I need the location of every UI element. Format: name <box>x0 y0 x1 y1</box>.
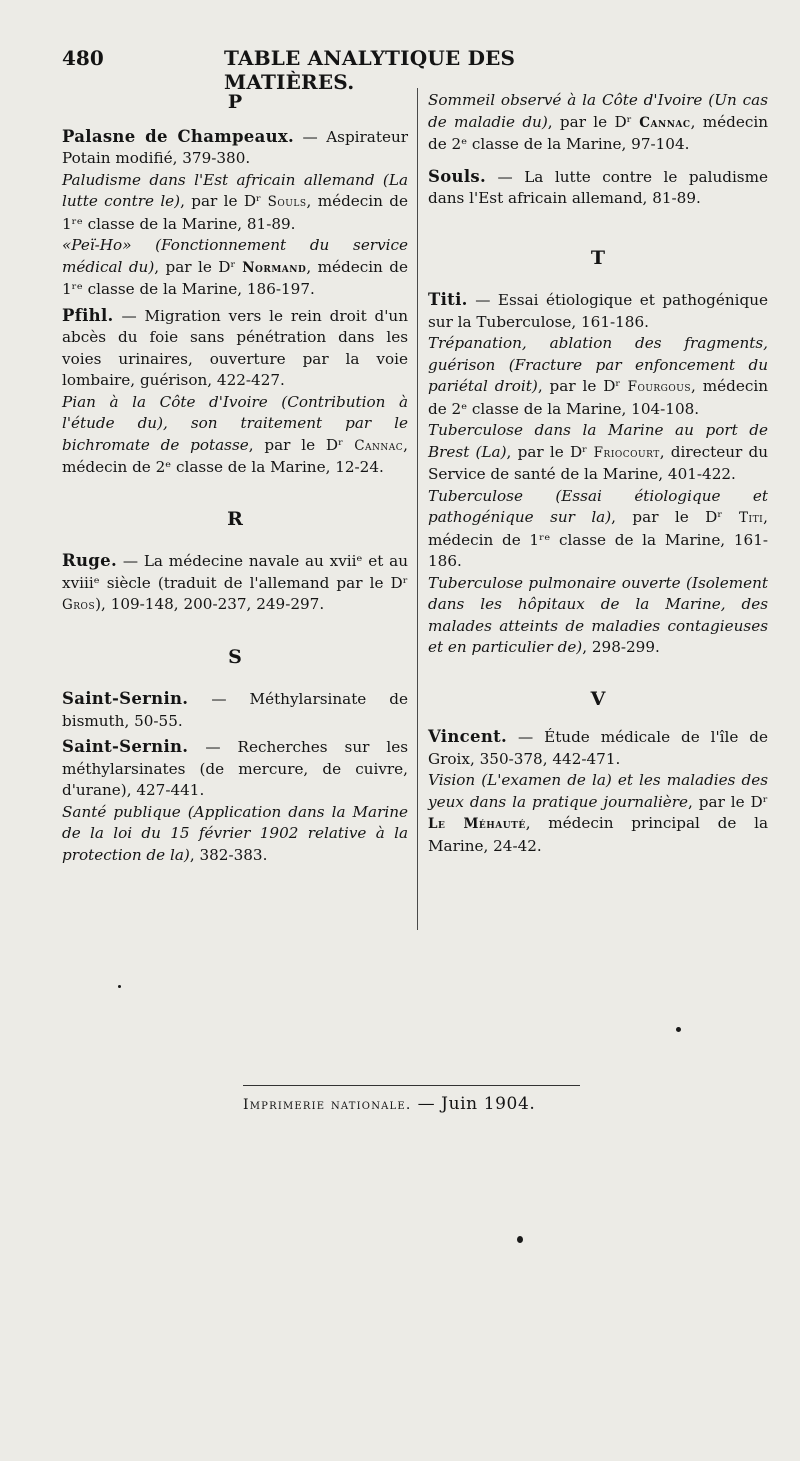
entry-text: , par le Dʳ <box>611 508 740 526</box>
entry-heading: Titi. <box>428 290 468 309</box>
column-divider <box>417 88 418 930</box>
ink-speck <box>676 1027 681 1032</box>
entry-text: , par le Dʳ <box>180 192 268 210</box>
entry-subject: Trépanation, ablation des fragments, guérison (Fracture par enfoncement du pariétal droit) <box>428 334 768 395</box>
entry-subject: «Peï-Ho» (Fonctionnement du service médical du) <box>62 236 408 276</box>
entry-subject: Pian à la Côte d'Ivoire (Contribution à l'étude du), son traitement par le bichromate de potasse <box>62 392 408 454</box>
index-entry <box>62 305 408 392</box>
entry-text: — Essai étiologique et pathogénique sur la Tuberculose, 161-186. <box>428 291 768 331</box>
entry-heading: Pfihl. <box>62 305 114 325</box>
entry-subject: Tuberculose dans la Marine au port de Brest (La) <box>428 421 768 461</box>
entry-subject: Santé publique (Application dans la Marine de la loi du 15 février 1902 relative à la protection de la) <box>62 802 408 864</box>
entry-author: Normand <box>242 259 307 276</box>
entry-text: ), 109-148, 200-237, 249-297. <box>95 595 325 613</box>
printer-name: Imprimerie nationale. <box>243 1097 412 1113</box>
entry-text: , par le Dʳ <box>506 442 594 461</box>
entry-subject: Sommeil observé à la Côte d'Ivoire (Un cas de maladie du) <box>428 91 768 131</box>
entry-text: , médecin de 2ᵉ classe de la Marine, 12-24. <box>62 435 408 476</box>
entry-text: — La médecine navale au xviiᵉ et au xviiiᵉ siècle (traduit de l'allemand par le Dʳ <box>62 552 408 592</box>
entry-heading: Palasne de Champeaux. <box>62 126 295 146</box>
entry-text: — Méthylarsinate de bismuth, 50-55. <box>62 690 408 730</box>
entry-heading: Saint-Sernin. <box>62 689 189 708</box>
index-entry <box>428 573 768 659</box>
entry-text: , par le Dʳ <box>688 792 768 811</box>
section-letter-v: V <box>590 687 606 710</box>
entry-text: , directeur du Service de santé de la Marine, 401-422. <box>428 442 769 483</box>
entry-text: — Migration vers le rein droit d'un abcès du foie sans pénétration dans les voies urinaires, ouverture par la voie lombaire, guérison, 422-427. <box>62 306 408 389</box>
entry-text: , 298-299. <box>582 638 660 656</box>
entry-text: , médecin de 1ʳᵉ classe de la Marine, 161-186. <box>428 508 768 570</box>
printer-imprint <box>243 1094 583 1114</box>
entry-author: Gros <box>62 597 96 613</box>
entry-subject: Tuberculose (Essai étiologique et pathogénique sur la) <box>428 486 768 526</box>
entry-text: , par le Dʳ <box>537 377 628 395</box>
index-entry <box>62 170 408 236</box>
entry-text: — Aspirateur Potain modifié, 379-380. <box>62 127 408 167</box>
entry-subject: Tuberculose pulmonaire ouverte (Isolement dans les hôpitaux de la Marine, des malades atteints de maladies contagieuses et en particulier de) <box>428 573 768 656</box>
index-entry <box>62 736 408 802</box>
index-entry <box>428 90 768 156</box>
entry-text: , par le Dʳ <box>547 112 640 131</box>
index-entry <box>62 688 408 732</box>
entry-subject: Paludisme dans l'Est africain allemand (La lutte contre le) <box>62 170 408 210</box>
ink-speck <box>517 1236 523 1243</box>
index-entry <box>62 802 408 867</box>
entry-author: Fourgous <box>627 379 692 395</box>
index-entry <box>62 392 408 479</box>
entry-text: — La lutte contre le paludisme dans l'Est africain allemand, 81-89. <box>428 167 768 207</box>
running-title: TABLE ANALYTIQUE DES MATIÈRES. <box>224 46 516 94</box>
index-entry <box>428 486 768 573</box>
index-entry <box>428 289 768 333</box>
entry-text: — Recherches sur les méthylarsinates (de mercure, de cuivre, d'urane), 427-441. <box>62 738 408 799</box>
index-entry <box>62 126 408 170</box>
entry-text: , médecin principal de la Marine, 24-42. <box>428 814 769 855</box>
entry-author: Le Méhauté <box>428 816 526 832</box>
entry-heading: Vincent. <box>428 727 508 746</box>
index-entry <box>62 550 408 617</box>
entry-heading: Saint-Sernin. <box>62 737 189 756</box>
section-letter-p: P <box>227 91 243 113</box>
right-column <box>428 90 768 857</box>
entry-text: , médecin de 2ᵉ classe de la Marine, 97-104. <box>428 112 768 153</box>
entry-author: Titi <box>739 510 764 526</box>
index-entry <box>428 726 768 770</box>
entry-text: , par le Dʳ <box>154 257 243 276</box>
ink-speck <box>118 985 121 988</box>
entry-text: — Étude médicale de l'île de Groix, 350-378, 442-471. <box>428 728 768 768</box>
entry-subject: Vision (L'examen de la) et les maladies des yeux dans la pratique journalière <box>428 771 768 811</box>
entry-heading: Ruge. <box>62 551 117 570</box>
entry-text: , médecin de 1ʳᵉ classe de la Marine, 81-89. <box>62 192 408 233</box>
entry-author: Friocourt <box>593 444 660 461</box>
entry-author: Cannac <box>639 114 691 131</box>
page-number: 480 <box>62 46 104 70</box>
index-entry <box>428 166 768 210</box>
entry-author: Souls <box>267 194 307 210</box>
section-letter-s: S <box>228 645 242 668</box>
index-entry <box>62 235 408 301</box>
index-entry <box>428 420 768 486</box>
section-letter-r: R <box>227 507 243 530</box>
index-entry <box>428 333 768 420</box>
page-header <box>62 46 624 94</box>
index-entry <box>428 770 768 857</box>
entry-text: , par le Dʳ <box>248 435 355 454</box>
print-date: — Juin 1904. <box>411 1094 536 1114</box>
entry-text: , 382-383. <box>189 845 268 864</box>
entry-heading: Souls. <box>428 166 487 186</box>
footer-rule <box>243 1085 580 1086</box>
entry-text: , médecin de 2ᵉ classe de la Marine, 104-108. <box>428 377 768 418</box>
entry-text: , médecin de 1ʳᵉ classe de la Marine, 186-197. <box>62 257 408 298</box>
entry-author: Cannac <box>354 437 404 454</box>
left-column <box>62 84 408 866</box>
section-letter-t: T <box>590 246 606 269</box>
